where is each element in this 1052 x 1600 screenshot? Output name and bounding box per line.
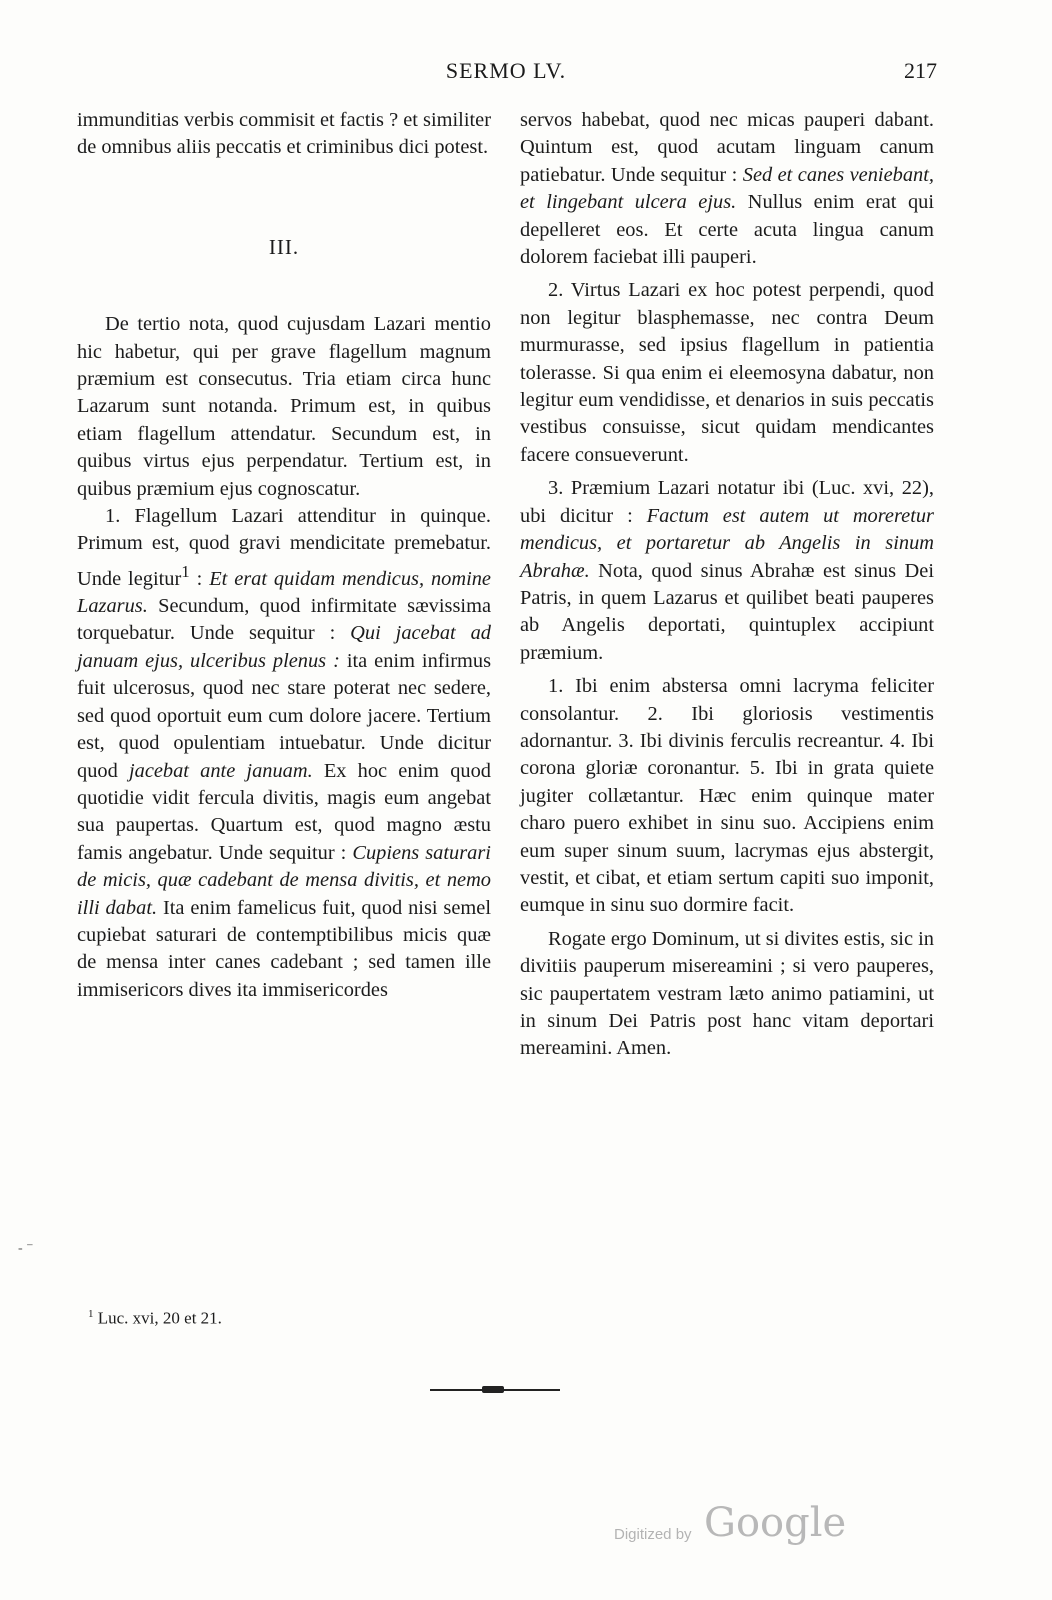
text-run: : (189, 567, 210, 590)
page-number: 217 (904, 58, 937, 83)
text-run: Ita enim famelicus fuit, quod nisi semel cupiebat saturari de contemptibilibus micis quæ de mensa inter canes cadebant ; sed tamen ille immisericors dives ita immisericordes (77, 896, 491, 1001)
end-ornament-rule (430, 1386, 560, 1394)
paragraph: immunditias verbis commisit et factis ? et similiter de omnibus aliis peccatis et criminibus dici potest. (77, 109, 491, 159)
scripture-quote: Cupiens saturari de micis, quæ cadebant de mensa divitis, et nemo illi dabat. (77, 841, 491, 919)
text-run: 3. Præmium Lazari notatur ibi (Luc. xvi, 22), ubi dicitur : (520, 477, 934, 527)
section-heading: III. (268, 234, 300, 259)
footnote-text: Luc. xvi, 20 et 21. (93, 1308, 222, 1328)
scripture-quote: Qui jacebat ad januam ejus, ulceribus plenus : (77, 622, 491, 672)
running-title: SERMO LV. (445, 58, 567, 83)
page-header (75, 58, 937, 92)
text-run: Nullus enim erat qui depelleret eos. Et certe acuta lingua canum dolorem faciebat illi pauperi. (520, 191, 935, 269)
text-run: 1. Flagellum Lazari attenditur in quinque. Primum est, quod gravi mendicitate premebatur. Unde legitur (77, 505, 491, 590)
paragraph: De tertio nota, quod cujusdam Lazari mentio hic habetur, qui per grave flagellum magnum præmium est consecutus. Tria etiam circa hunc Lazarum sunt notanda. Primum est, in quibus etiam flagellum attendatur. Secundum est, in quibus virtus ejus perpendatur. Tertium est, in quibus præmium ejus cognoscatur. (77, 313, 491, 500)
paragraph: 2. Virtus Lazari ex hoc potest perpendi, quod non legitur blasphemasse, nec contra Deum murmurasse, sed ipsius flagellum in patientia tolerasse. Si qua enim ei eleemosyna dabatur, non legitur eum vendidisse, et denarios in suis peccatis vestibus consuisse, sicut quidam mendicantes facere consueverunt. (520, 279, 934, 466)
text-run: Nota, quod sinus Abrahæ est sinus Dei Patris, in quem Lazarus et quilibet beati pauperes ab Angelis deportati, quintuplex accipiunt præmium. (520, 559, 934, 664)
paragraph (77, 503, 491, 1004)
rule-ornament (482, 1386, 504, 1393)
stray-mark: - ⁻ (18, 1241, 34, 1256)
text-run: Secundum, quod infirmitate sævissima torquebatur. Unde sequitur : (77, 595, 491, 645)
footnote-marker: 1 (181, 561, 190, 581)
paragraph: 1. Ibi enim abstersa omni lacryma feliciter consolantur. 2. Ibi gloriosis vestimentis adornantur. 3. Ibi divinis ferculis recreantur. 4. Ibi corona gloriæ coronantur. 5. Ibi in grata quiete jugiter collætantur. Hæc enim quinque mater charo puero exhibet in sinu suo. Accipiens enim eum super sinum suum, lacrymas ejus abstergit, vestit, et cibat, et etiam sertum capiti suo imponit, eumque in sinu suo dormire facit. (520, 675, 934, 917)
text-run: Ex hoc enim quod quotidie vidit fercula divitis, magis eum angebat sua paupertas. Quartum est, quod magno æstu famis angebatur. Unde sequitur : (77, 759, 491, 864)
scripture-quote: Et erat quidam mendicus, nomine Lazarus. (77, 567, 491, 618)
text-run: servos habebat, quod nec micas pauperi dabant. Quintum est, quod acutam linguam canum patiebatur. Unde sequitur : (520, 109, 934, 186)
left-column (77, 107, 491, 1004)
paragraph (520, 475, 934, 667)
footnote (88, 1308, 222, 1329)
scripture-quote: Factum est autem ut moreretur mendicus, et portaretur ab Angelis in sinum Abrahæ. (520, 504, 934, 582)
footnote-marker: 1 (88, 1308, 94, 1320)
paragraph: Rogate ergo Dominum, ut si divites estis, sic in divitiis pauperum misereamini ; si vero pauperes, sic paupertatem vestram læto animo patiamini, ut in sinum Dei Patris post hanc vitam deportari mereamini. Amen. (520, 927, 934, 1060)
text-run: ita enim infirmus fuit ulcerosus, quod nec stare poterat nec sedere, sed quod oportuit eum cum dolore jacere. Tertium est, quod opulentiam intuebatur. Unde dicitur quod (77, 649, 492, 782)
watermark-brand: Google (704, 1500, 847, 1546)
right-column (520, 107, 934, 1063)
scripture-quote: jacebat ante januam. (128, 759, 313, 782)
digitized-watermark (600, 1500, 847, 1560)
paragraph (520, 107, 934, 271)
scripture-quote: Sed et canes veniebant, et lingebant ulcera ejus. (520, 163, 934, 214)
watermark-prefix: Digitized by (614, 1526, 692, 1543)
